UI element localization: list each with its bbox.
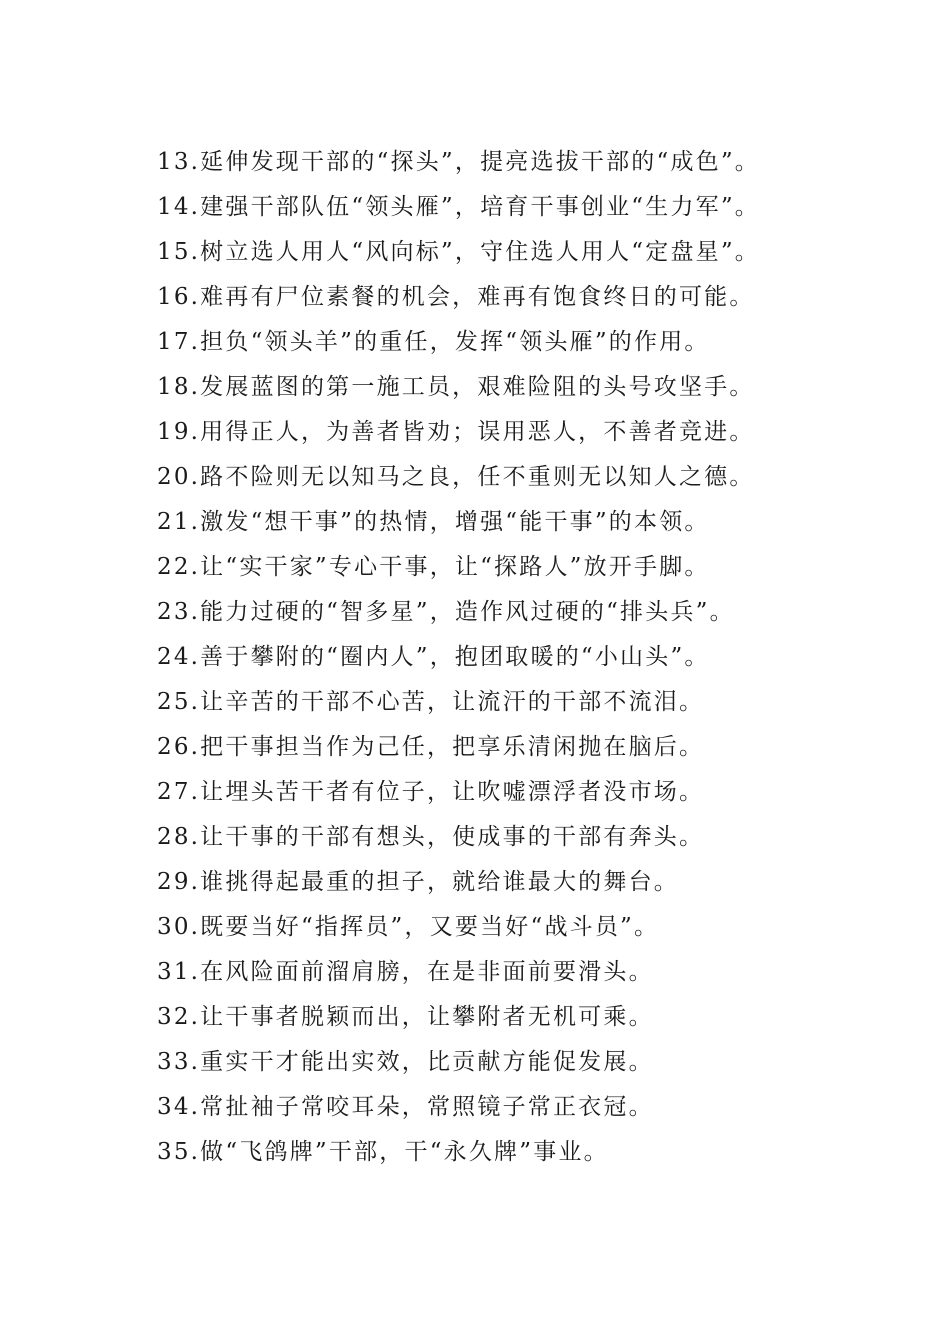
list-item: 26.把干事担当作为己任，把享乐清闲抛在脑后。 bbox=[157, 734, 705, 760]
list-item: 19.用得正人，为善者皆劝；误用恶人，不善者竞进。 bbox=[157, 419, 755, 445]
list-item: 14.建强干部队伍“领头雁”，培育干事创业“生力军”。 bbox=[157, 194, 761, 220]
list-item: 29.谁挑得起最重的担子，就给谁最大的舞台。 bbox=[157, 869, 679, 895]
list-item: 23.能力过硬的“智多星”，造作风过硬的“排头兵”。 bbox=[157, 599, 735, 625]
list-item: 16.难再有尸位素餐的机会，难再有饱食终日的可能。 bbox=[157, 284, 755, 310]
list-item: 18.发展蓝图的第一施工员，艰难险阻的头号攻坚手。 bbox=[157, 374, 755, 400]
list-item: 35.做“飞鸽牌”干部，干“永久牌”事业。 bbox=[157, 1139, 609, 1165]
list-item: 24.善于攀附的“圈内人”，抱团取暖的“小山头”。 bbox=[157, 644, 710, 670]
list-item: 15.树立选人用人“风向标”，守住选人用人“定盘星”。 bbox=[157, 239, 761, 265]
list-item: 34.常扯袖子常咬耳朵，常照镜子常正衣冠。 bbox=[157, 1094, 654, 1120]
list-item: 13.延伸发现干部的“探头”，提亮选拔干部的“成色”。 bbox=[157, 149, 761, 175]
list-item: 33.重实干才能出实效，比贡献方能促发展。 bbox=[157, 1049, 654, 1075]
list-item: 30.既要当好“指挥员”，又要当好“战斗员”。 bbox=[157, 914, 660, 940]
list-item: 17.担负“领头羊”的重任，发挥“领头雁”的作用。 bbox=[157, 329, 710, 355]
list-item: 21.激发“想干事”的热情，增强“能干事”的本领。 bbox=[157, 509, 710, 535]
list-item: 27.让埋头苦干者有位子，让吹嘘漂浮者没市场。 bbox=[157, 779, 705, 805]
list-item: 32.让干事者脱颖而出，让攀附者无机可乘。 bbox=[157, 1004, 654, 1030]
list-item: 31.在风险面前溜肩膀，在是非面前要滑头。 bbox=[157, 959, 654, 985]
list-item: 25.让辛苦的干部不心苦，让流汗的干部不流泪。 bbox=[157, 689, 705, 715]
list-item: 22.让“实干家”专心干事，让“探路人”放开手脚。 bbox=[157, 554, 710, 580]
list-item: 28.让干事的干部有想头，使成事的干部有奔头。 bbox=[157, 824, 705, 850]
slogan-list bbox=[157, 140, 937, 1175]
list-item: 20.路不险则无以知马之良，任不重则无以知人之德。 bbox=[157, 464, 755, 490]
